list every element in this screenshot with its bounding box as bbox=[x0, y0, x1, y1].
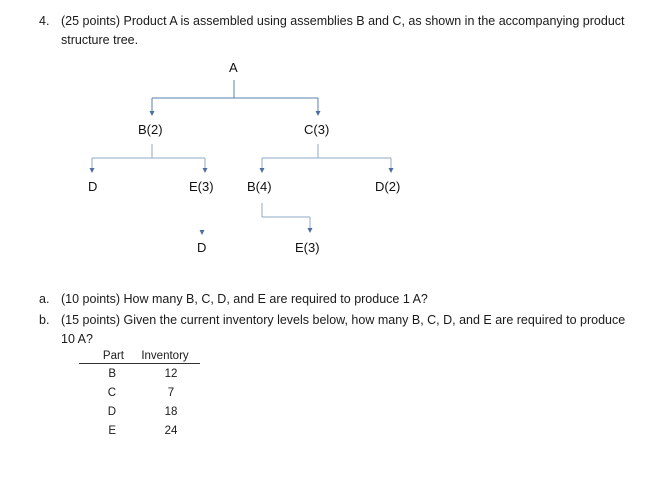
question-number: 4. bbox=[39, 14, 50, 28]
part-a-text: (10 points) How many B, C, D, and E are required to produce 1 A? bbox=[61, 292, 428, 306]
cell-qty: 18 bbox=[164, 405, 178, 418]
arrow-b bbox=[150, 111, 155, 116]
question-line-1: (25 points) Product A is assembled using assemblies B and C, as shown in the accompanying product bbox=[61, 14, 625, 28]
header-part: Part bbox=[79, 350, 130, 364]
header-inventory: Inventory bbox=[130, 350, 200, 364]
node-b2: B(2) bbox=[138, 122, 163, 137]
node-c3: C(3) bbox=[304, 122, 330, 137]
table-row bbox=[79, 364, 200, 384]
part-b-label: b. bbox=[39, 313, 50, 327]
cell-part: B bbox=[108, 367, 116, 380]
inventory-table bbox=[79, 350, 200, 440]
question-line-2: structure tree. bbox=[61, 33, 139, 47]
arrow-d bbox=[90, 168, 95, 173]
cell-part: D bbox=[107, 405, 116, 418]
cell-qty: 7 bbox=[167, 386, 175, 399]
node-d: D bbox=[88, 179, 98, 194]
arrow-e3 bbox=[203, 168, 208, 173]
part-b-line-2: 10 A? bbox=[61, 332, 93, 346]
cell-qty: 12 bbox=[164, 367, 178, 380]
arrow-d2 bbox=[389, 168, 394, 173]
cell-part: E bbox=[108, 424, 116, 437]
table-row bbox=[79, 421, 200, 440]
arrow-b4 bbox=[260, 168, 265, 173]
node-e3: E(3) bbox=[189, 179, 214, 194]
table-row bbox=[79, 383, 200, 402]
cell-qty: 24 bbox=[164, 424, 178, 437]
part-a-label: a. bbox=[39, 292, 50, 306]
inventory-header-row bbox=[79, 350, 200, 364]
node-a: A bbox=[229, 60, 238, 75]
node-e3-child: E(3) bbox=[295, 240, 320, 255]
arrow-e3-d bbox=[200, 230, 205, 235]
part-b-line-1: (15 points) Given the current inventory levels below, how many B, C, D, and E are required to produce bbox=[61, 313, 626, 327]
arrow-c bbox=[316, 111, 321, 116]
node-b4: B(4) bbox=[247, 179, 272, 194]
node-d2: D(2) bbox=[375, 179, 401, 194]
arrow-e3b bbox=[308, 228, 313, 233]
cell-part: C bbox=[107, 386, 116, 399]
table-row bbox=[79, 402, 200, 421]
node-d-child: D bbox=[197, 240, 207, 255]
